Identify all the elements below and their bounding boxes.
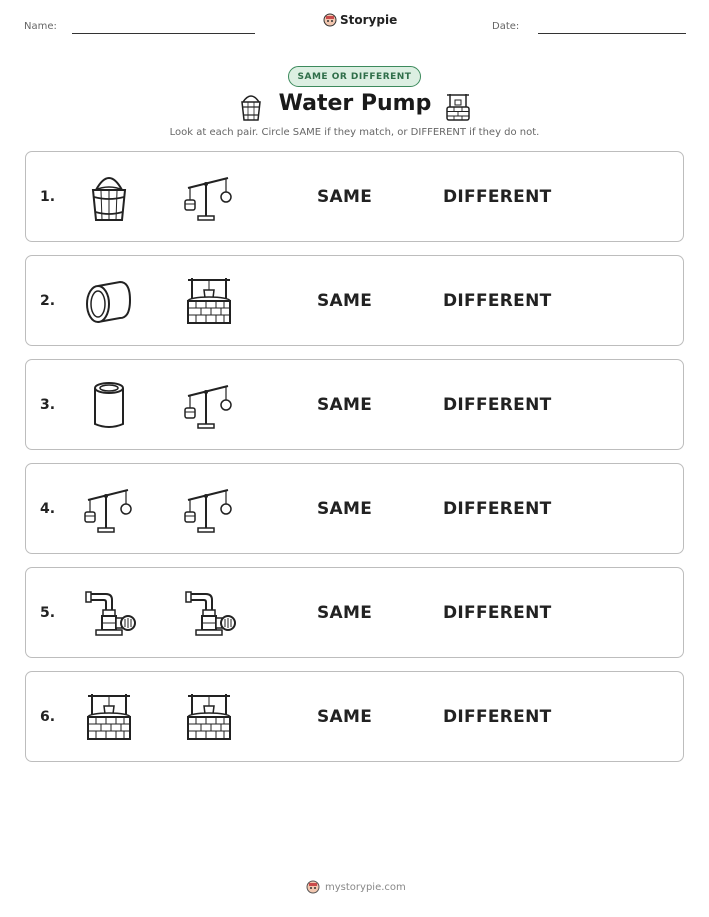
- same-option[interactable]: SAME: [317, 291, 373, 311]
- date-label: Date:: [492, 21, 520, 32]
- same-option[interactable]: SAME: [317, 603, 373, 623]
- question-number: 2.: [40, 293, 56, 309]
- balance-scale-icon: [180, 378, 238, 432]
- different-option[interactable]: DIFFERENT: [443, 499, 552, 519]
- different-option[interactable]: DIFFERENT: [443, 187, 552, 207]
- brand-name: Storypie: [340, 13, 398, 27]
- question-row: [25, 671, 684, 762]
- storypie-mascot-icon: [323, 13, 337, 27]
- different-option[interactable]: DIFFERENT: [443, 603, 552, 623]
- different-option[interactable]: DIFFERENT: [443, 395, 552, 415]
- question-number: 5.: [40, 605, 56, 621]
- same-option[interactable]: SAME: [317, 499, 373, 519]
- name-label: Name:: [24, 21, 57, 32]
- storypie-mascot-icon: [306, 880, 320, 894]
- date-field-line[interactable]: [538, 33, 686, 34]
- page-title: Water Pump: [278, 91, 432, 116]
- instructions: Look at each pair. Circle SAME if they match, or DIFFERENT if they do not.: [169, 127, 540, 138]
- bucket-icon: [80, 170, 138, 224]
- balance-scale-icon: [180, 170, 238, 224]
- stone-well-icon: [180, 690, 238, 744]
- question-number: 4.: [40, 501, 56, 517]
- name-field-line[interactable]: [72, 33, 255, 34]
- stone-well-icon: [444, 92, 472, 122]
- same-option[interactable]: SAME: [317, 395, 373, 415]
- pipe-icon: [80, 378, 138, 432]
- balance-scale-icon: [80, 482, 138, 536]
- water-pump-icon: [180, 586, 238, 640]
- bucket-icon: [238, 92, 264, 122]
- different-option[interactable]: DIFFERENT: [443, 291, 552, 311]
- pipe-icon: [80, 274, 138, 328]
- same-option[interactable]: SAME: [317, 187, 373, 207]
- question-row: [25, 359, 684, 450]
- question-number: 3.: [40, 397, 56, 413]
- question-row: [25, 151, 684, 242]
- footer-url: mystorypie.com: [325, 881, 406, 893]
- balance-scale-icon: [180, 482, 238, 536]
- worksheet-header: [0, 0, 709, 50]
- same-option[interactable]: SAME: [317, 707, 373, 727]
- different-option[interactable]: DIFFERENT: [443, 707, 552, 727]
- stone-well-icon: [80, 690, 138, 744]
- question-number: 6.: [40, 709, 56, 725]
- question-number: 1.: [40, 189, 56, 205]
- question-row: [25, 255, 684, 346]
- water-pump-icon: [80, 586, 138, 640]
- brand-logo: [323, 13, 397, 27]
- stone-well-icon: [180, 274, 238, 328]
- question-row: [25, 463, 684, 554]
- question-row: [25, 567, 684, 658]
- activity-badge: SAME OR DIFFERENT: [288, 66, 421, 87]
- footer: [306, 880, 406, 894]
